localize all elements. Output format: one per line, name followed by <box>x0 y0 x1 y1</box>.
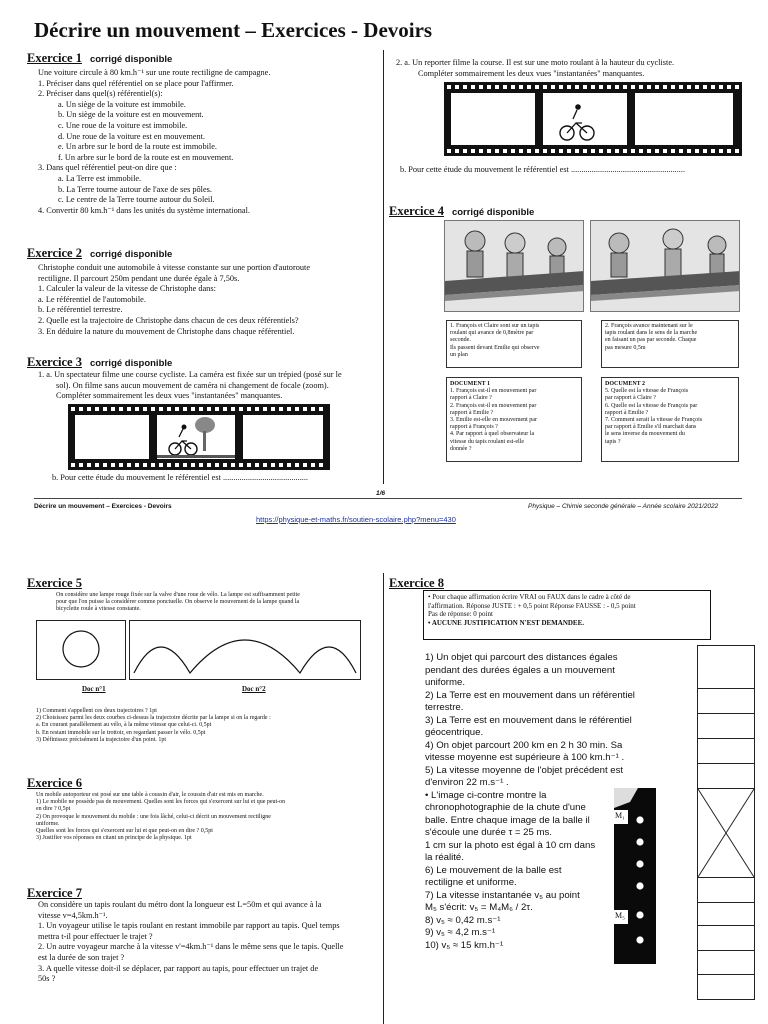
ex8-statement-15: s'écoule une durée τ = 25 ms. <box>425 827 552 838</box>
ex2-heading: Exercice 2 corrigé disponible <box>27 246 173 260</box>
doc1-line-9: donnée ? <box>450 445 472 452</box>
ex1-line-10: 3. Dans quel référentiel peut-on dire que : <box>38 163 177 173</box>
ex1-line-14: 4. Convertir 80 km.h⁻¹ dans les unités du système international. <box>38 205 250 215</box>
ex1-line-5: b. Un siège de la voiture est en mouvement. <box>58 110 204 120</box>
ex5-question-5: 3) Définissez précisément la trajectoire d'un point. 1pt <box>36 736 167 743</box>
column-divider-2 <box>383 573 384 1024</box>
ex1-line-11: a. La Terre est immobile. <box>58 173 142 183</box>
answer-cell-4[interactable] <box>697 738 755 764</box>
website-link[interactable]: https://physique-et-maths.fr/soutien-scolaire.php?menu=430 <box>256 515 456 524</box>
ex1-line-2: 1. Préciser dans quel référentiel on se place pour l'affirmer. <box>38 78 234 88</box>
ex5-heading: Exercice 5 <box>27 576 82 590</box>
doc2-line-6: par rapport à Emilie s'il marchait dans <box>605 424 697 431</box>
ex8-statement-20: 7) La vitesse instantanée v₅ au point <box>425 889 580 901</box>
ex7-line-5: 2. Un autre voyageur marche à la vitesse v'=4km.h⁻¹ dans le même sens que le tapis. Quelle <box>38 942 344 952</box>
doc2-line-2: par rapport à Claire ? <box>605 395 656 402</box>
ex5-doc1-figure <box>36 620 126 680</box>
ex4-box2-line-1: 2. François avance maintenant sur le <box>605 323 693 329</box>
ex5-intro-line-2: pour que l'on puisse la considérer comme ponctuelle. On observe le mouvement de la lampe quand la <box>56 599 300 606</box>
ex8-statement-4: 2) La Terre est en mouvement dans un référentiel <box>425 689 635 701</box>
ex3-line-3: Compléter sommairement les deux vues "instantanées" manquantes. <box>56 391 283 401</box>
doc1-line-2: rapport à Claire ? <box>450 395 492 402</box>
ex2-line-2: rectiligne. Il parcourt 250m pendant une durée égale à 7,50s. <box>38 273 240 283</box>
ex8-statement-24: 10) v₅ ≈ 15 km.h⁻¹ <box>425 939 504 951</box>
ex4-box-1 <box>446 320 582 368</box>
ex7-line-8: 50s ? <box>38 974 56 984</box>
ex8-statement-5: terrestre. <box>425 702 464 713</box>
film-strip-moving-camera <box>444 82 742 156</box>
ex7-line-7: 3. A quelle vitesse doit-il se déplacer, par rapport au tapis, pour effectuer un trajet de <box>38 963 319 973</box>
ex8-statements <box>425 652 635 952</box>
ex8-statement-2: pendant des durées égales a un mouvement <box>425 664 615 676</box>
ex8-answer-column <box>697 645 755 1000</box>
ex6-line-5: uniforme. <box>36 820 60 827</box>
ex4-document-2: DOCUMENT 2 5. Quelle est la vitesse de François par rapport à Claire ? 6. Quelle est la vitesse de François par rapport à Emilie ? 7. Comment serait la vitesse de François par rapport à Emilie s'il marchait dans le sens inverse du mouvement du tapis ? <box>601 377 739 462</box>
ex8-statement-1: 1) Un objet qui parcourt des distances égales <box>425 652 618 663</box>
ex1-heading: Exercice 1 corrigé disponible <box>27 51 173 65</box>
ex4-illustration-2 <box>590 220 740 312</box>
doc1-line-5: 3. Emilie est-elle en mouvement par <box>450 417 537 424</box>
answer-cell-9[interactable] <box>697 950 755 975</box>
ex5-questions <box>36 708 271 744</box>
ex8-instr-line-3: Pas de réponse: 0 point <box>428 610 493 619</box>
answer-cell-crossed <box>697 788 755 878</box>
ex1-line-6: c. Une roue de la voiture est immobile. <box>58 120 188 130</box>
footer-left: Décrire un mouvement – Exercices - Devoirs <box>34 503 172 510</box>
doc1-line-1: 1. François est-il en mouvement par <box>450 388 537 395</box>
doc2-line-7: le sens inverse du mouvement du <box>605 431 685 438</box>
film-strip-fixed-camera <box>68 404 330 470</box>
answer-cell-6[interactable] <box>697 877 755 903</box>
ex8-statement-18: 6) Le mouvement de la balle est <box>425 864 562 876</box>
ex8-statement-9: vitesse moyenne est supérieure à 100 km.h⁻¹ . <box>425 752 625 763</box>
ex2-line-6: 2. Quelle est la trajectoire de Christophe dans chacun de ces deux référentiels? <box>38 315 299 325</box>
answer-cell-8[interactable] <box>697 925 755 951</box>
chronophotography-image <box>614 788 656 964</box>
footer-right: Physique – Chimie seconde générale – Année scolaire 2021/2022 <box>528 503 719 510</box>
ex4-box-2 <box>601 320 739 368</box>
ex8-statement-16: 1 cm sur la photo est égal à 10 cm dans <box>425 839 596 851</box>
ex7-line-1: On considère un tapis roulant du métro dont la longueur est L=50m et qui avance à la <box>38 900 322 909</box>
footer-rule <box>34 498 742 499</box>
ex3-body <box>38 370 342 402</box>
ex1-line-7: d. Une roue de la voiture est en mouvement. <box>58 131 205 141</box>
ex6-line-7: 3) Justifier vos réponses en citant un principe de la physique. 1pt <box>36 835 192 842</box>
ex3-part2-question-b: b. Pour cette étude du mouvement le référentiel est ....................................................... <box>400 165 686 174</box>
ex3r-line-2: Compléter sommairement les deux vues "instantanées" manquantes. <box>418 68 645 78</box>
doc2-line-8: tapis ? <box>605 438 621 445</box>
ex8-statement-12: • L'image ci-contre montre la <box>425 789 547 801</box>
ex4-box2-line-4: pas mesure 0,5m <box>605 344 646 351</box>
ex8-statement-23: 9) v₅ ≈ 4,2 m.s⁻¹ <box>425 927 496 938</box>
ex5-doc2-figure <box>129 620 361 680</box>
doc1-line-7: 4. Par rapport à quel observateur la <box>450 431 535 438</box>
ex6-body <box>36 792 285 842</box>
ex8-instr-line-1: • Pour chaque affirmation écrire VRAI ou FAUX dans le cadre à côté de <box>428 593 631 601</box>
ex2-line-1: Christophe conduit une automobile à vitesse constante sur une portion d'autoroute <box>38 263 311 272</box>
ex1-line-1: Une voiture circule à 80 km.h⁻¹ sur une route rectiligne de campagne. <box>38 68 271 77</box>
ex5-intro-line-3: bicyclette roule à vitesse constante. <box>56 606 141 613</box>
ex7-line-3: 1. Un voyageur utilise le tapis roulant en restant immobile par rapport au tapis. Quel temps <box>38 921 340 931</box>
ex1-line-3: 2. Préciser dans quel(s) référentiel(s): <box>38 89 163 99</box>
ex6-line-1: Un mobile autoporteur est posé sur une table à coussin d'air, le coussin d'air est mis en marche. <box>36 792 264 798</box>
ex3-part2-body <box>396 58 674 79</box>
ex8-statement-17: la réalité. <box>425 852 464 863</box>
ex1-line-12: b. La Terre tourne autour de l'axe de ses pôles. <box>58 184 212 194</box>
ex1-line-8: e. Un arbre sur le bord de la route est immobile. <box>58 142 217 152</box>
ex6-heading: Exercice 6 <box>27 776 82 790</box>
doc2-line-3: 6. Quelle est la vitesse de François par <box>605 402 698 409</box>
ex8-heading: Exercice 8 <box>389 576 444 590</box>
ex8-statement-13: chronophotographie de la chute d'une <box>425 802 586 813</box>
ex2-body <box>38 263 310 337</box>
answer-cell-2[interactable] <box>697 688 755 714</box>
answer-cell-1[interactable] <box>697 645 755 689</box>
ex3r-line-1: 2. a. Un reporter filme la course. Il est sur une moto roulant à la hauteur du cycliste. <box>396 58 675 67</box>
ex6-line-2: 1) Le mobile ne possède pas de mouvement. Quelles sont les forces qui s'exercent sur lui et que peut-on <box>36 799 286 806</box>
ex3-heading: Exercice 3 corrigé disponible <box>27 355 173 369</box>
ex8-statement-11: d'environ 22 m.s⁻¹ . <box>425 777 509 788</box>
ex4-box1-line-4: Ils passent devant Emilie qui observe <box>450 344 540 351</box>
ex5-intro <box>56 592 300 614</box>
ex8-statement-21: M₅ s'écrit: v₅ = M₄M₆ / 2τ. <box>425 902 533 913</box>
ex6-line-3: en dire ? 0,5pt <box>36 806 71 813</box>
ex2-line-5: b. Le référentiel terrestre. <box>38 305 123 315</box>
ex5-question-2: 2) Choisissez parmi les deux courbes ci-dessus la trajectoire décrite par la lampe si on la regarde : <box>36 715 271 722</box>
answer-cell-3[interactable] <box>697 713 755 739</box>
doc2-line-4: rapport à Emilie ? <box>605 409 649 416</box>
ex4-box1-line-2: roulant qui avance de 0,8mètre par <box>450 330 534 337</box>
ex2-line-7: 3. En déduire la nature du mouvement de Christophe dans chaque référentiel. <box>38 326 295 336</box>
answer-cell-5[interactable] <box>697 763 755 789</box>
page-title: Décrire un mouvement – Exercices - Devoirs <box>34 18 433 42</box>
doc1-line-3: 2. François est-il en mouvement par <box>450 402 537 409</box>
ex1-body <box>38 68 270 216</box>
column-divider <box>383 50 384 484</box>
ex7-body <box>38 900 343 985</box>
ex5-question-1: 1) Comment s'appellent ces deux trajectoires ? 1pt <box>36 708 157 714</box>
doc1-line-4: rapport à Emilie ? <box>450 409 494 416</box>
ex5-doc1-label: Doc n°1 <box>82 685 106 693</box>
ex5-question-3: a. En courant parallèlement au vélo, à la même vitesse que celui-ci. 0,5pt <box>36 722 212 729</box>
ex3-line-1: 1. a. Un spectateur filme une course cycliste. La caméra est fixée sur un trépied (posé sur le <box>38 370 342 379</box>
ex8-statement-14: balle. Entre chaque image de la balle il <box>425 814 590 826</box>
ex2-line-4: a. Le référentiel de l'automobile. <box>38 294 146 304</box>
ex1-line-4: a. Un siège de la voiture est immobile. <box>58 99 186 109</box>
ex8-statement-6: 3) La Terre est en mouvement dans le référentiel <box>425 714 632 726</box>
ex8-instr-line-4: • AUCUNE JUSTIFICATION N'EST DEMANDEE. <box>428 618 585 627</box>
ex4-illustration-1 <box>444 220 584 312</box>
ex5-doc2-label: Doc n°2 <box>242 685 266 693</box>
ex4-box1-line-1: 1. François et Claire sont sur un tapis <box>450 323 540 329</box>
ex8-statement-7: géocentrique. <box>425 727 484 738</box>
ex8-statement-19: rectiligne et uniforme. <box>425 877 517 888</box>
ex5-question-4: b. En restant immobile sur le trottoir, en regardant passer le vélo. 0,5pt <box>36 729 206 736</box>
ex4-box2-line-3: en faisant un pas par seconde. Chaque <box>605 337 697 344</box>
ex8-statement-22: 8) v₅ ≈ 0,42 m.s⁻¹ <box>425 914 501 926</box>
ex2-line-3: 1. Calculer la valeur de la vitesse de Christophe dans: <box>38 284 216 294</box>
ex4-heading: Exercice 4 corrigé disponible <box>389 204 535 218</box>
ex8-instr-line-2: l'affirmation. Réponse JUSTE : + 0,5 point Réponse FAUSSE : - 0,5 point <box>428 601 636 610</box>
ex3-line-2: sol). On filme sans aucun mouvement de caméra ni changement de focale (zoom). <box>56 380 329 390</box>
answer-cell-10[interactable] <box>697 974 755 1000</box>
ex5-intro-line-1: On considère une lampe rouge fixée sur la valve d'une roue de vélo. La lampe est suffisamment petite <box>56 592 300 598</box>
ex4-box1-line-5: un plan <box>450 351 468 358</box>
ex1-line-9: f. Un arbre sur le bord de la route est en mouvement. <box>58 152 234 162</box>
answer-cell-7[interactable] <box>697 902 755 926</box>
doc2-line-5: 7. Comment serait la vitesse de François <box>605 417 703 424</box>
ex8-statement-3: uniforme. <box>425 677 465 688</box>
ex3-question-b: b. Pour cette étude du mouvement le référentiel est ......................................... <box>52 473 308 482</box>
doc1-line-8: vitesse du tapis roulant est-elle <box>450 438 524 445</box>
doc1-line-6: rapport à François ? <box>450 424 498 431</box>
ex8-statement-8: 4) On objet parcourt 200 km en 2 h 30 min. Sa <box>425 739 623 751</box>
cyclist-image-2 <box>543 93 627 145</box>
ex8-statement-10: 5) La vitesse moyenne de l'objet précédent est <box>425 764 624 776</box>
doc2-line-1: 5. Quelle est la vitesse de François <box>605 388 689 395</box>
ex8-instructions <box>423 590 711 640</box>
cyclist-image <box>157 415 235 459</box>
ex7-line-2: vitesse v=4,5km.h⁻¹. <box>38 910 108 920</box>
ex6-line-4: 2) On provoque le mouvement du mobile : une fois lâché, celui-ci décrit un mouvement rectiligne <box>36 813 271 820</box>
ex7-heading: Exercice 7 <box>27 886 82 900</box>
ex7-line-4: mettra t-il pour effectuer le trajet ? <box>38 931 153 941</box>
ex4-document-1: DOCUMENT 1 1. François est-il en mouvement par rapport à Claire ? 2. François est-il en mouvement par rapport à Emilie ? 3. Emilie est-elle en mouvement par rapport à François ? 4. Par rapport à quel observateur la vitesse du tapis roulant est-elle donnée ? <box>446 377 582 462</box>
label-m5: M₅ <box>615 911 625 920</box>
ex1-line-13: c. Le centre de la Terre tourne autour du Soleil. <box>58 195 215 205</box>
ex7-line-6: est la durée de son trajet ? <box>38 952 125 962</box>
ex4-box1-line-3: seconde. <box>450 337 471 344</box>
page-number: 1/6 <box>376 490 386 497</box>
ex6-line-6: Quelles sont les forces qui s'exercent sur lui et que peut-on en dire ? 0,5pt <box>36 828 213 835</box>
ex4-box2-line-2: tapis roulant dans le sens de la marche <box>605 330 698 337</box>
label-m1: M₁ <box>615 811 625 820</box>
